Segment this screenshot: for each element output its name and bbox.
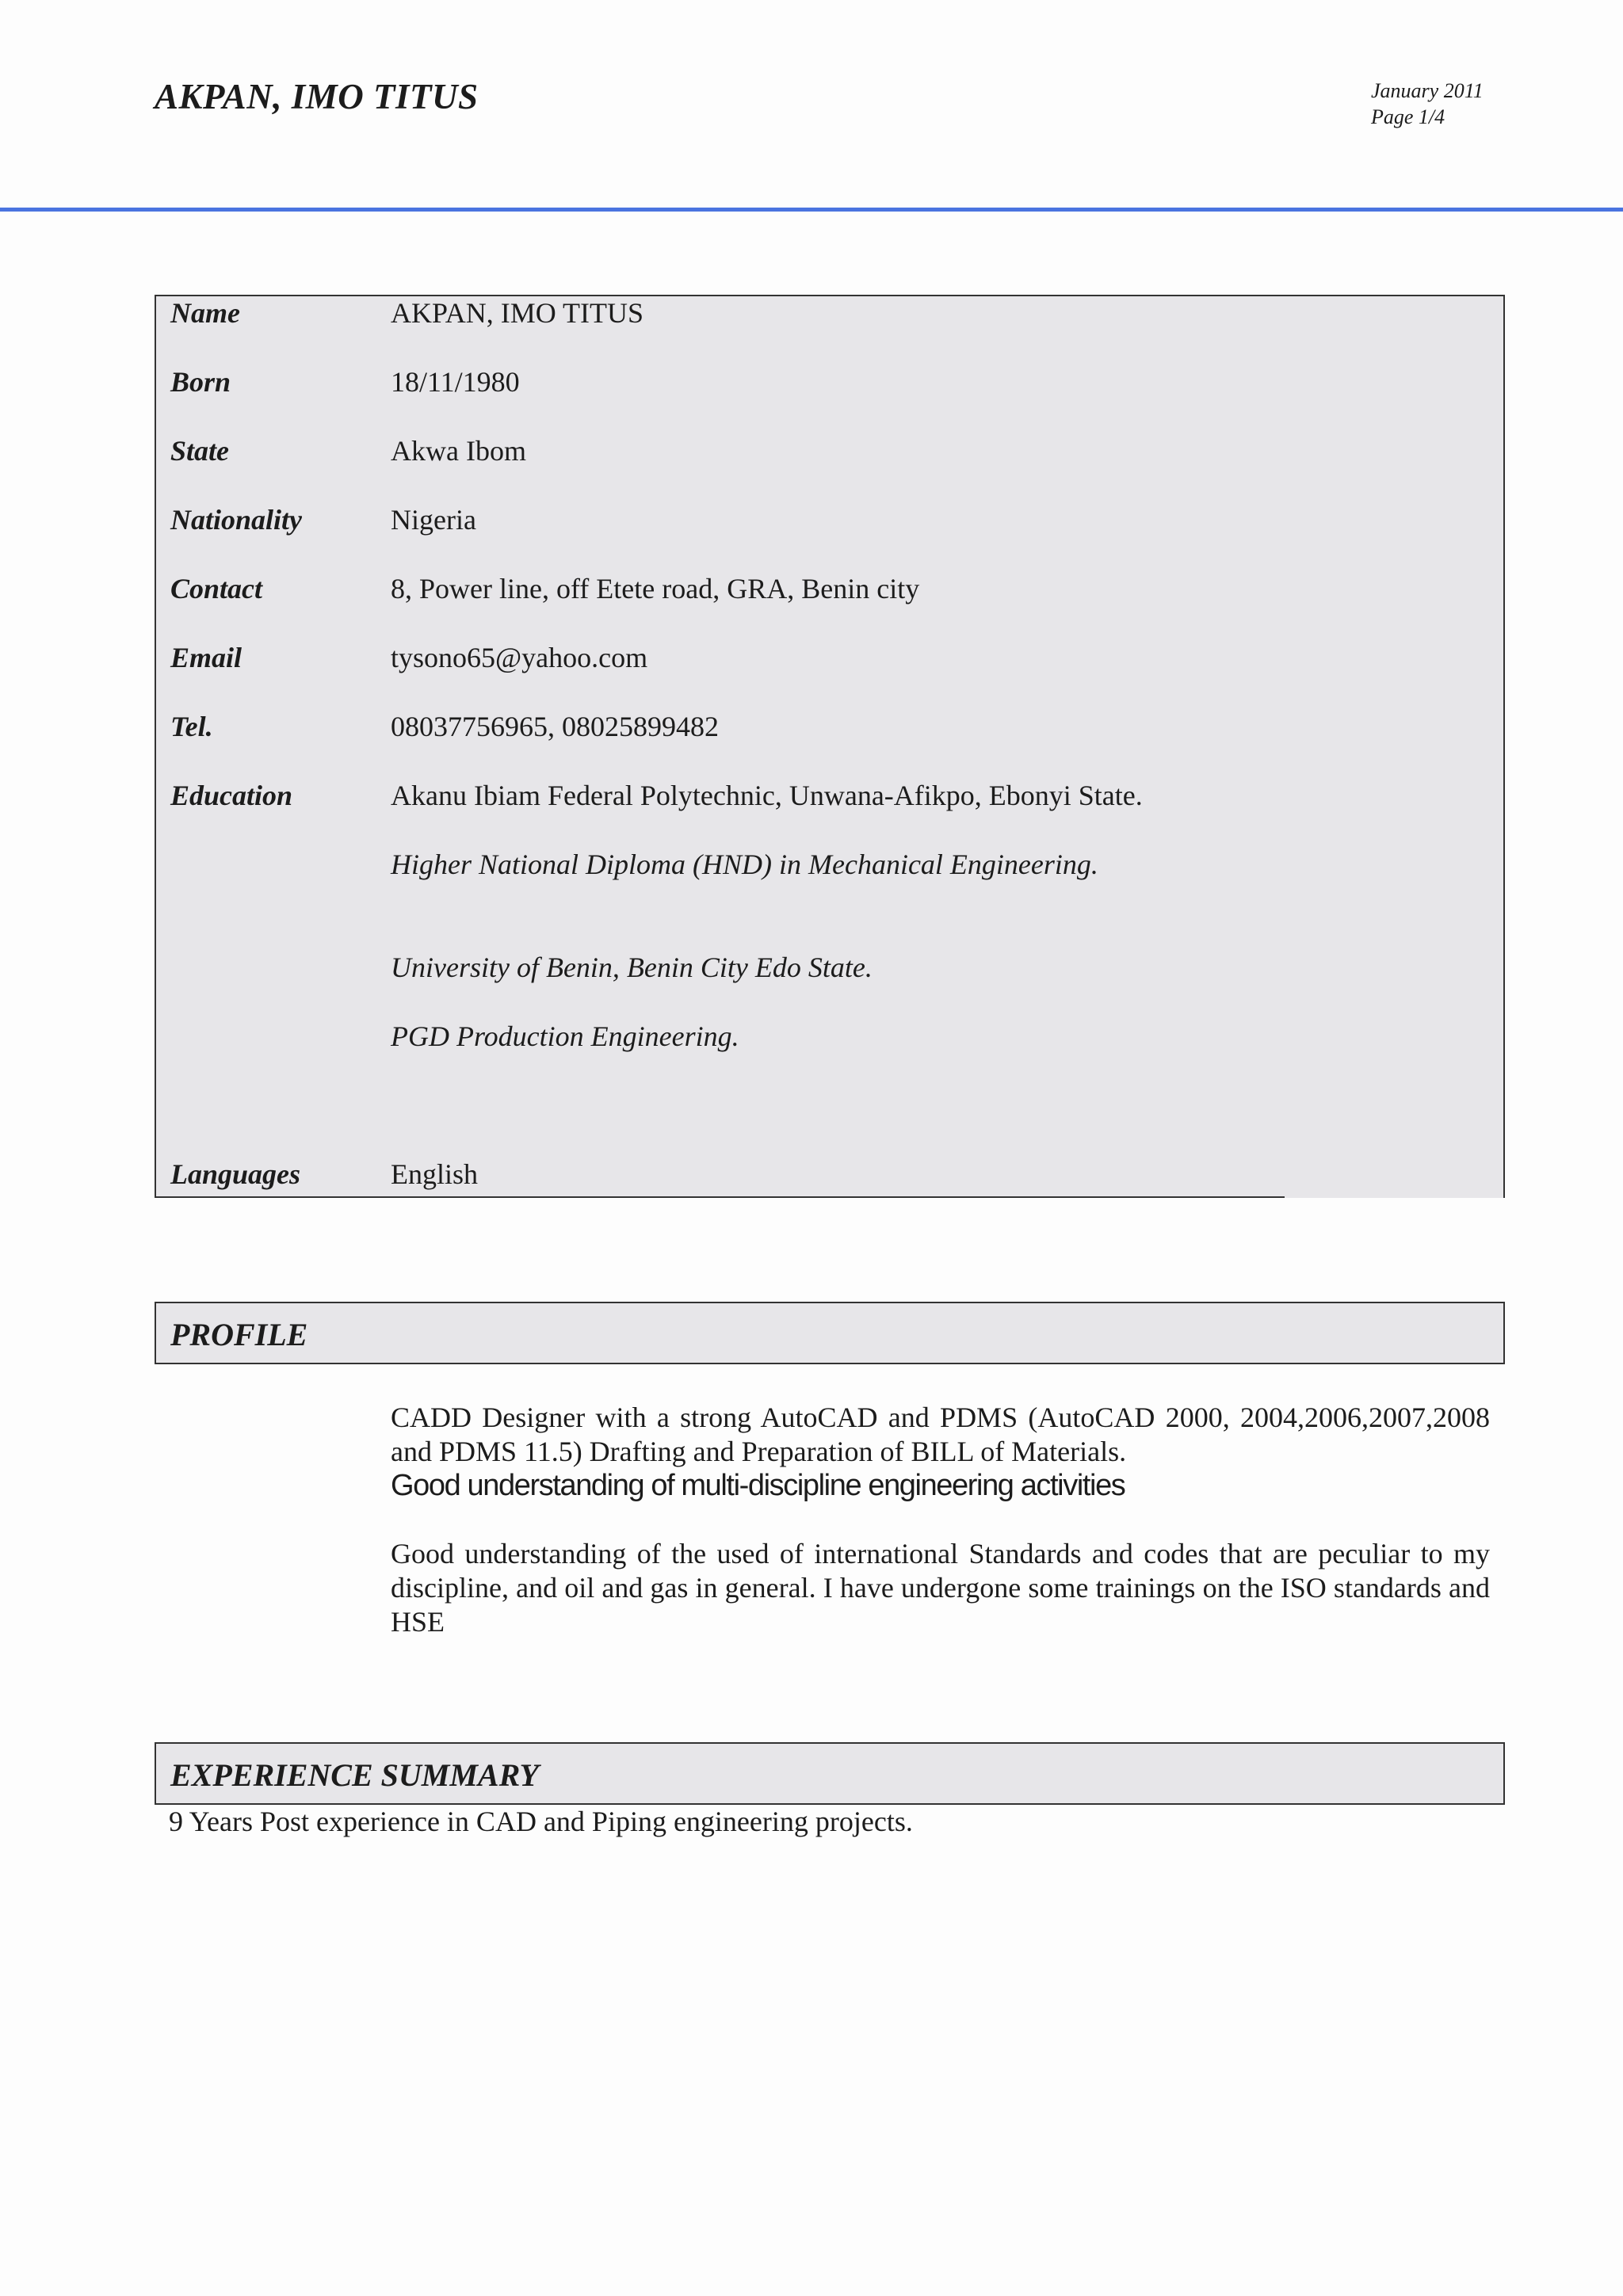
header-divider [0, 208, 1623, 212]
details-bottom-border [155, 1196, 1285, 1198]
experience-title: EXPERIENCE SUMMARY [170, 1757, 539, 1793]
experience-section-header [155, 1742, 1505, 1805]
experience-summary: 9 Years Post experience in CAD and Piping engineering projects. [169, 1806, 913, 1837]
education-degree-1: Higher National Diploma (HND) in Mechanical Engineering. [391, 849, 1098, 880]
profile-line-2: Good understanding of multi-discipline engineering activities [391, 1469, 1125, 1502]
contact-value: 8, Power line, off Etete road, GRA, Benin city [391, 573, 920, 605]
contact-label: Contact [170, 573, 263, 605]
languages-label: Languages [170, 1158, 301, 1190]
state-value: Akwa Ibom [391, 435, 526, 467]
email-value[interactable]: tysono65@yahoo.com [391, 642, 648, 673]
tel-label: Tel. [170, 711, 213, 742]
tel-value: 08037756965, 08025899482 [391, 711, 719, 742]
name-label: Name [170, 297, 240, 329]
profile-paragraph-1: CADD Designer with a strong AutoCAD and PDMS (AutoCAD 2000, 2004,2006,2007,2008 and PDMS 11.5) Drafting and Preparation of BILL of Materials. [391, 1402, 1490, 1467]
page-number: Page 1/4 [1371, 105, 1445, 128]
languages-value: English [391, 1158, 479, 1190]
education-institution-1: Akanu Ibiam Federal Polytechnic, Unwana-Afikpo, Ebonyi State. [391, 780, 1143, 811]
document-date: January 2011 [1371, 79, 1484, 102]
personal-details-box [155, 295, 1505, 1198]
name-value: AKPAN, IMO TITUS [391, 297, 644, 329]
profile-paragraph-3: Good understanding of the used of international Standards and codes that are peculiar to my discipline, and oil and gas in general. I have undergone some trainings on the ISO standards and HSE [391, 1538, 1490, 1638]
state-label: State [170, 435, 230, 467]
header-meta [1371, 78, 1484, 130]
born-label: Born [170, 366, 231, 398]
profile-section-header [155, 1302, 1505, 1364]
education-degree-2: PGD Production Engineering. [391, 1020, 739, 1052]
profile-title: PROFILE [170, 1317, 308, 1352]
email-label: Email [170, 642, 242, 673]
candidate-name-heading: AKPAN, IMO TITUS [155, 77, 479, 116]
education-institution-2: University of Benin, Benin City Edo State. [391, 952, 873, 983]
nationality-value: Nigeria [391, 504, 476, 536]
born-value: 18/11/1980 [391, 366, 520, 398]
education-label: Education [170, 780, 293, 811]
nationality-label: Nationality [170, 504, 303, 536]
